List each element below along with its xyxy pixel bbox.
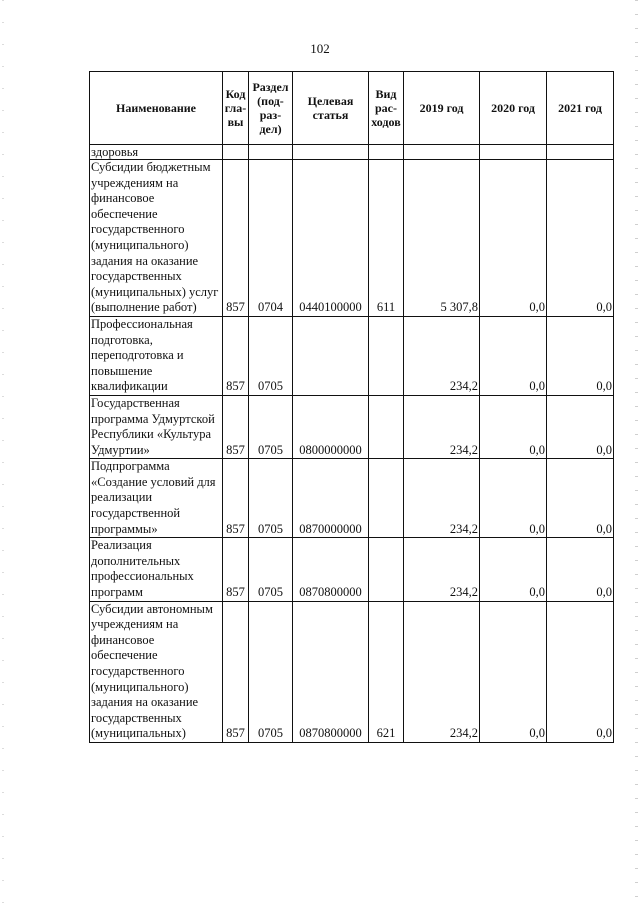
row-2020: 0,0 — [480, 601, 547, 742]
row-chapter: 857 — [223, 316, 249, 395]
row-article: 0870800000 — [293, 601, 369, 742]
row-expense — [369, 395, 404, 458]
row-expense — [369, 459, 404, 538]
row-2020: 0,0 — [480, 538, 547, 601]
table-row — [90, 459, 614, 538]
row-2021: 0,0 — [547, 395, 614, 458]
header-2020: 2020 год — [480, 72, 547, 145]
header-2019: 2019 год — [404, 72, 480, 145]
row-2020: 0,0 — [480, 459, 547, 538]
header-name: Наименование — [90, 72, 223, 145]
row-name: Государственная программа Удмуртской Республики «Культура Удмуртии» — [90, 395, 223, 458]
row-section: 0705 — [249, 459, 293, 538]
table-row — [90, 316, 614, 395]
row-2019: 5 307,8 — [404, 160, 480, 317]
row-expense: 621 — [369, 601, 404, 742]
row-2020: 0,0 — [480, 316, 547, 395]
row-2019: 234,2 — [404, 601, 480, 742]
row-section: 0705 — [249, 395, 293, 458]
row-section: 0704 — [249, 160, 293, 317]
row-chapter: 857 — [223, 160, 249, 317]
header-target-article: Целевая статья — [293, 72, 369, 145]
row-article: 0870800000 — [293, 538, 369, 601]
row-2021: 0,0 — [547, 459, 614, 538]
row-expense: 611 — [369, 160, 404, 317]
row-name: Профессиональная подготовка, переподготовка и повышение квалификации — [90, 316, 223, 395]
row-chapter: 857 — [223, 601, 249, 742]
table-row — [90, 601, 614, 742]
header-2021: 2021 год — [547, 72, 614, 145]
table-row — [90, 395, 614, 458]
row-article: 0440100000 — [293, 160, 369, 317]
row-chapter: 857 — [223, 459, 249, 538]
row-article: 0800000000 — [293, 395, 369, 458]
header-section: Раздел (под- раз- дел) — [249, 72, 293, 145]
row-name: здоровья — [90, 145, 223, 160]
row-name: Подпрограмма «Создание условий для реализации государственной программы» — [90, 459, 223, 538]
table-row-continuation — [90, 145, 614, 160]
table-row — [90, 160, 614, 317]
budget-table — [89, 71, 614, 743]
row-2019: 234,2 — [404, 538, 480, 601]
row-2021: 0,0 — [547, 601, 614, 742]
row-2021: 0,0 — [547, 160, 614, 317]
row-2020: 0,0 — [480, 160, 547, 317]
row-chapter: 857 — [223, 538, 249, 601]
scan-edge-marks-left — [2, 0, 4, 905]
row-name: Субсидии автономным учреждениям на финансовое обеспечение государственного (муниципального) задания на оказание государственных (муниципальных) — [90, 601, 223, 742]
row-expense — [369, 316, 404, 395]
row-2019: 234,2 — [404, 395, 480, 458]
row-expense — [369, 538, 404, 601]
row-section: 0705 — [249, 538, 293, 601]
scan-edge-marks-right — [635, 0, 638, 905]
header-chapter-code: Код гла- вы — [223, 72, 249, 145]
row-section: 0705 — [249, 601, 293, 742]
row-2019: 234,2 — [404, 316, 480, 395]
row-article: 0870000000 — [293, 459, 369, 538]
header-expense-type: Вид рас- ходов — [369, 72, 404, 145]
page-number: 102 — [310, 41, 330, 56]
row-chapter: 857 — [223, 395, 249, 458]
row-2021: 0,0 — [547, 538, 614, 601]
row-name: Субсидии бюджетным учреждениям на финансовое обеспечение государственного (муниципального) задания на оказание государственных (муниципальных) услуг (выполнение работ) — [90, 160, 223, 317]
row-2021: 0,0 — [547, 316, 614, 395]
row-2019: 234,2 — [404, 459, 480, 538]
table-header-row — [90, 72, 614, 145]
row-name: Реализация дополнительных профессиональных программ — [90, 538, 223, 601]
row-article — [293, 316, 369, 395]
row-2020: 0,0 — [480, 395, 547, 458]
row-section: 0705 — [249, 316, 293, 395]
table-row — [90, 538, 614, 601]
